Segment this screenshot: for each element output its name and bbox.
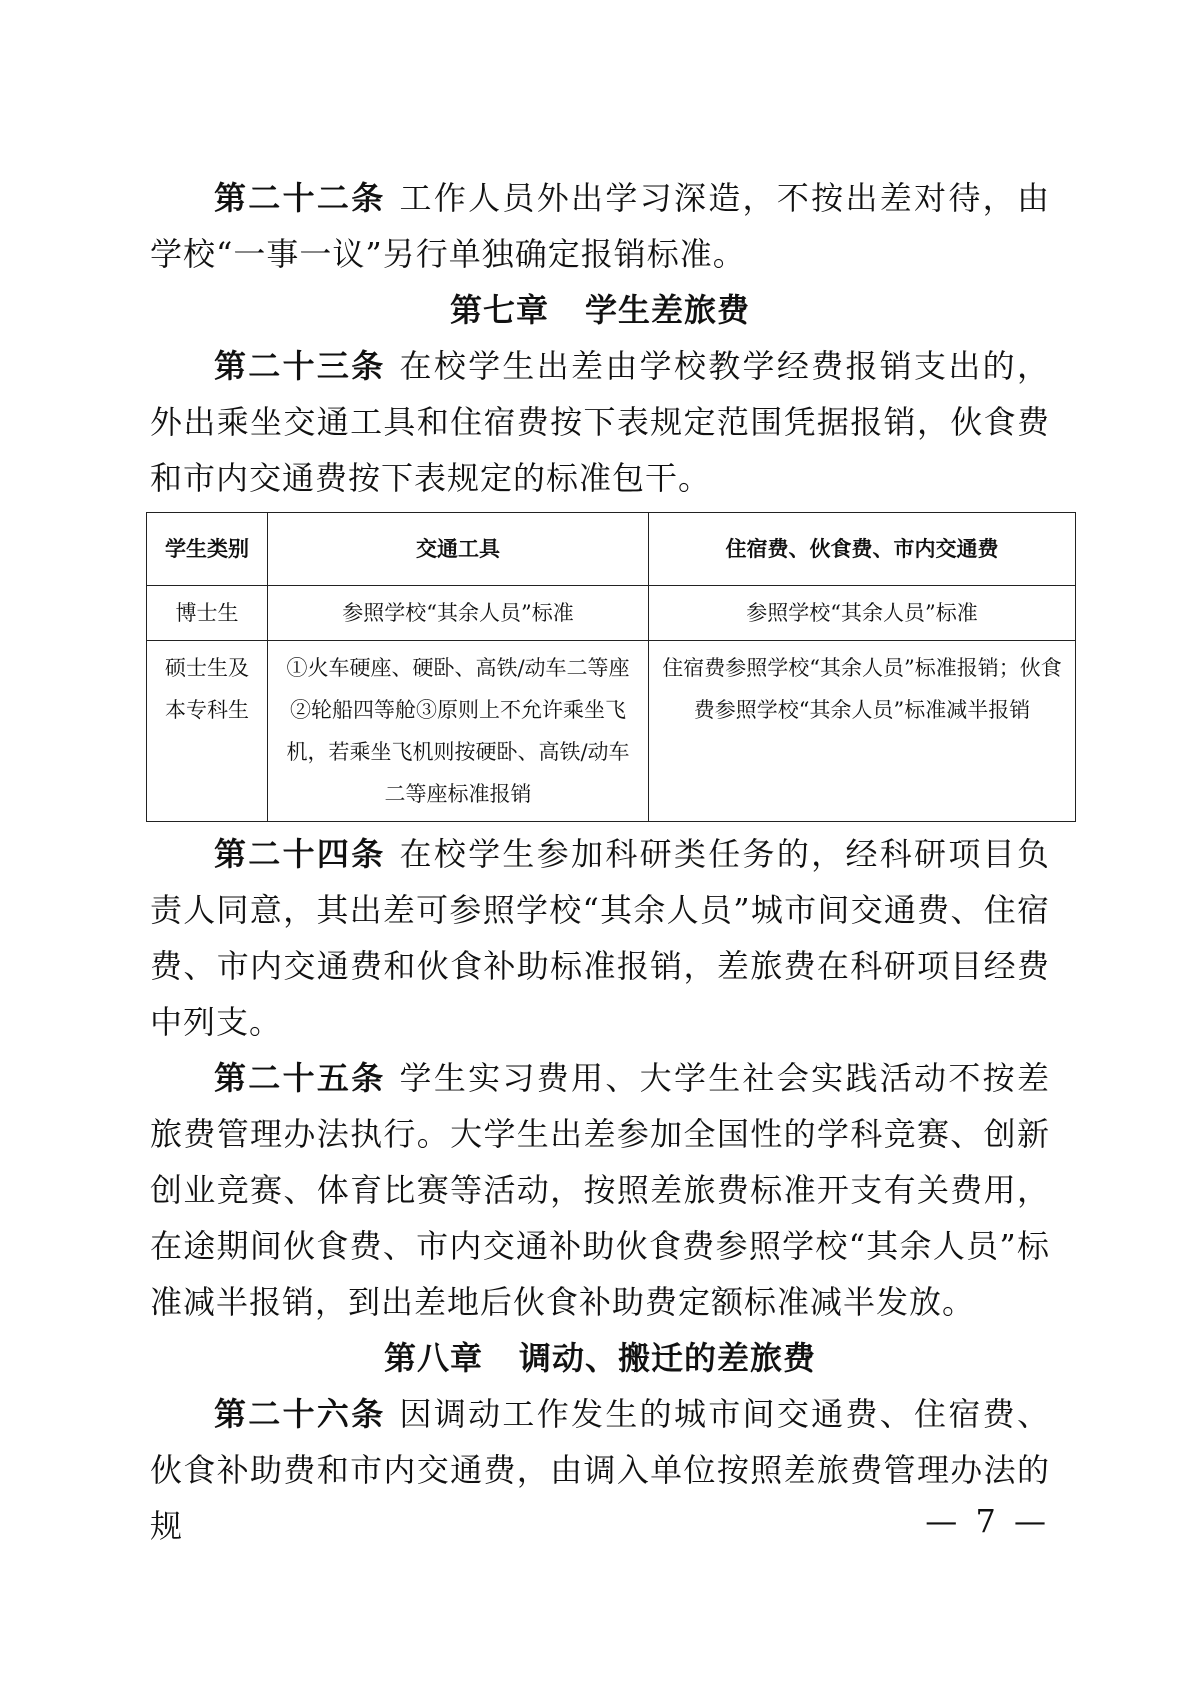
chapter-8-heading — [150, 1330, 1050, 1386]
article-22-text: 工作人员外出学习深造，不按出差对待，由学校“一事一议”另行单独确定报销标准。 — [150, 179, 1050, 273]
cell-transport: 参照学校“其余人员”标准 — [268, 586, 649, 641]
document-page — [150, 170, 1062, 1554]
article-25 — [150, 1050, 1050, 1330]
article-23-text: 在校学生出差由学校教学经费报销支出的，外出乘坐交通工具和住宿费按下表规定范围凭据报销，伙食费和市内交通费按下表规定的标准包干。 — [150, 347, 1050, 497]
article-25-number: 第二十五条 — [214, 1059, 386, 1097]
cell-category: 硕士生及本专科生 — [147, 641, 268, 822]
article-22 — [150, 170, 1050, 282]
article-26-number: 第二十六条 — [214, 1395, 386, 1433]
table-row — [147, 586, 1076, 641]
article-26-text: 因调动工作发生的城市间交通费、住宿费、伙食补助费和市内交通费，由调入单位按照差旅费管理办法的规 — [150, 1395, 1050, 1545]
article-24-number: 第二十四条 — [214, 835, 386, 873]
article-25-text: 学生实习费用、大学生社会实践活动不按差旅费管理办法执行。大学生出差参加全国性的学科竞赛、创新创业竞赛、体育比赛等活动，按照差旅费标准开支有关费用，在途期间伙食费、市内交通补助伙食费参照学校“其余人员”标准减半报销，到出差地后伙食补助费定额标准减半发放。 — [150, 1059, 1050, 1321]
header-fees: 住宿费、伙食费、市内交通费 — [649, 513, 1076, 586]
header-student-category: 学生类别 — [147, 513, 268, 586]
article-26 — [150, 1386, 1050, 1554]
chapter-8-number: 第八章 — [383, 1339, 483, 1377]
cell-category: 博士生 — [147, 586, 268, 641]
article-22-number: 第二十二条 — [214, 179, 386, 217]
page-number: — 7 — — [925, 1502, 1050, 1540]
cell-fees: 住宿费参照学校“其余人员”标准报销；伙食费参照学校“其余人员”标准减半报销 — [649, 641, 1076, 822]
chapter-7-title: 学生差旅费 — [585, 291, 751, 329]
article-23 — [150, 338, 1050, 506]
cell-transport: ①火车硬座、硬卧、高铁/动车二等座②轮船四等舱③原则上不允许乘坐飞机，若乘坐飞机则按硬卧、高铁/动车二等座标准报销 — [268, 641, 649, 822]
header-transport: 交通工具 — [268, 513, 649, 586]
table-row — [147, 641, 1076, 822]
cell-fees: 参照学校“其余人员”标准 — [649, 586, 1076, 641]
chapter-7-heading — [150, 282, 1050, 338]
chapter-8-title: 调动、搬迁的差旅费 — [519, 1339, 817, 1377]
student-travel-fee-table — [146, 512, 1076, 822]
chapter-7-number: 第七章 — [449, 291, 549, 329]
article-23-number: 第二十三条 — [214, 347, 386, 385]
article-24-text: 在校学生参加科研类任务的，经科研项目负责人同意，其出差可参照学校“其余人员”城市间交通费、住宿费、市内交通费和伙食补助标准报销，差旅费在科研项目经费中列支。 — [150, 835, 1050, 1041]
table-header-row — [147, 513, 1076, 586]
article-24 — [150, 826, 1050, 1050]
